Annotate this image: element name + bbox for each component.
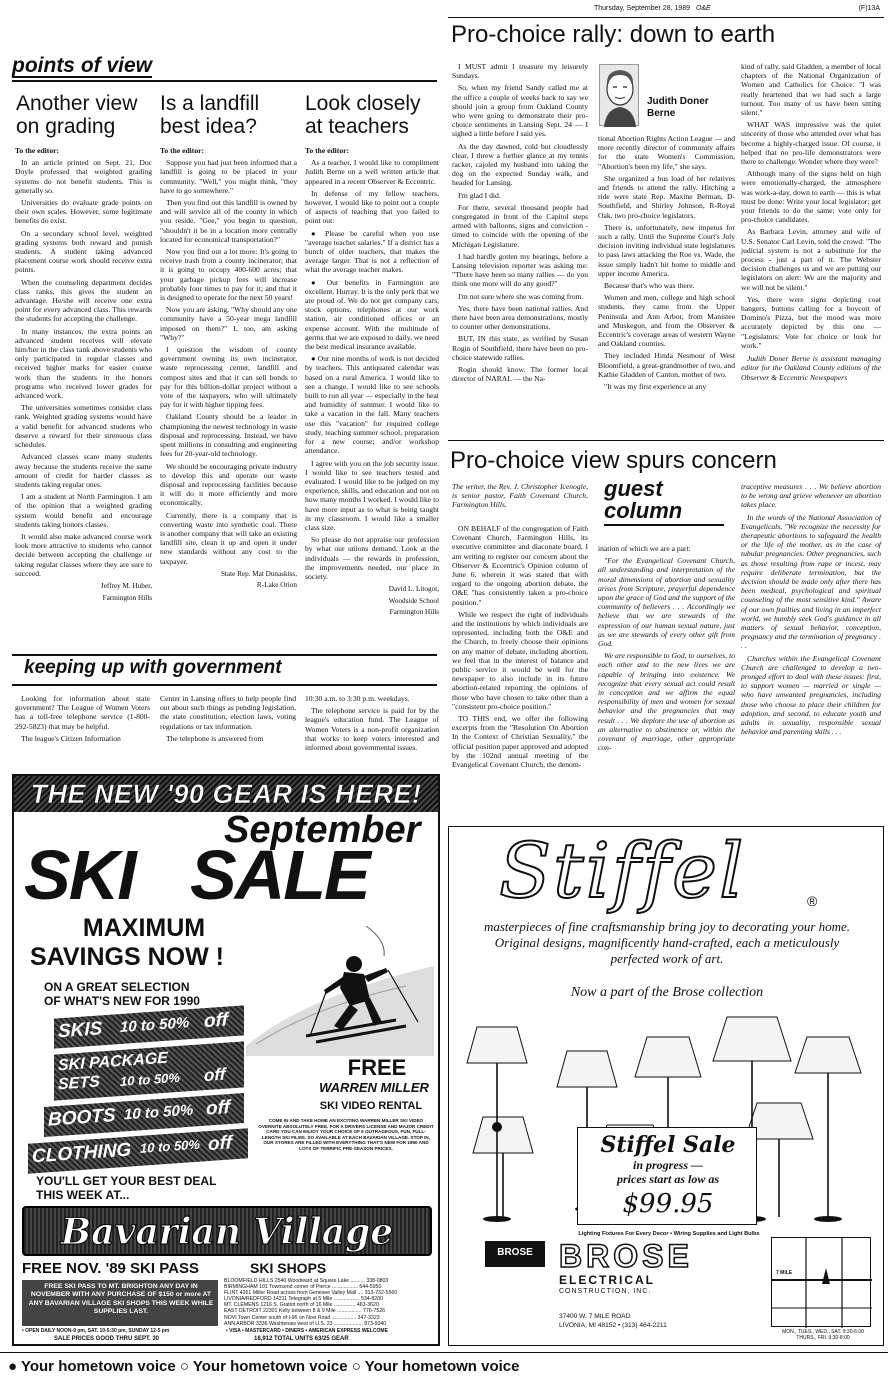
- rally-p: Yes, there have been national rallies. And there have been area demonstrations, mostly to counter other demonstrations.: [452, 303, 588, 332]
- author-name: Judith Doner Berne: [647, 96, 709, 119]
- rally-p: Although many of the signs held on high were emotionally-charged, the atmosphere was work-a-day, down to earth — this is what must be done: Write your local legislator; get your friends to do the same; vote only for pro-choice candidates.: [741, 169, 881, 225]
- dealer-tag: Lighting Fixtures For Every Decor • Wiring Supplies and Light Bulbs: [578, 1231, 760, 1237]
- guest-col3: [741, 482, 881, 818]
- skier-illustration: [246, 926, 434, 1056]
- rally-col3: [741, 62, 881, 406]
- ski-video-rental: SKI VIDEO RENTAL: [319, 1100, 423, 1112]
- stiffel-sale-title: Stiffel Sale: [600, 1132, 736, 1158]
- gov-label-rule: [12, 684, 437, 686]
- deal-off: off: [204, 1064, 226, 1086]
- gov-p: Looking for information about state government? The League of Women Voters has a toll-free telephone service (1-800-292-5823) that may be helpful.: [15, 694, 150, 731]
- shop-line: BLOOMFIELD HILLS 2540 Woodward at Square Lake .......... 338-0803: [224, 1278, 389, 1284]
- letter3-p: I agree with you on the job security issue. I would like to see teachers tested and evaluated. I would like to be judged on my experience, skills, and education and not on how many months I worked. I would like to have more input as to what is being taught in my classroom. I would like a smaller class size.: [305, 458, 439, 532]
- stiffel-price: $99.95: [622, 1189, 714, 1219]
- letter1-p: In an article printed on Sept. 21, Doc Doyle professed that weighted grading systems do not benefit students. This is generally so.: [15, 158, 152, 195]
- bavarian-village-logo: [22, 1206, 432, 1256]
- dealer-name: BROSE: [559, 1238, 693, 1274]
- letter1-p: Advanced classes scare many students away because the students receive the same amount of credit for harder classes as students taking regular ones.: [15, 452, 152, 489]
- guest-label-line1: guest: [604, 476, 663, 501]
- shop-line: EAST DETROIT 22301 Kelly between 8 & 9 Mile ................. 776-7526: [224, 1308, 385, 1315]
- rally-p: tional Abortion Rights Action League — and more recently director of community affairs for the state Women's Commission, "Abortion's been my life," she says.: [598, 134, 735, 171]
- footer-text: Your hometown voice: [364, 1358, 520, 1375]
- deal-package: [54, 1041, 244, 1100]
- stiffel-sale-sub1: in progress —: [632, 1158, 703, 1172]
- rally-p: I MUST admit I treasure my leisurely Sundays.: [452, 62, 588, 81]
- rally-p: For there, several thousand people had congregated in front of the Capitol steps armed with balloons, signs and conviction - timed to coincide with the opening of the Michigan Legislature.: [452, 202, 588, 249]
- ski-shops-title: SKI SHOPS: [250, 1260, 327, 1276]
- rally-p: I'm not sure where she was coming from.: [458, 291, 584, 301]
- letter2-p: Suppose you had just been informed that a landfill is going to be placed in your community. "Well," you might think, "they have to go somewhere.": [160, 158, 297, 195]
- guest-quote: In the words of the National Association of Evangelicals, "We recognize the necessity for therapeutic abortions to safeguard the health or the life of the mother, as in the case of tubular pregnancies. Other pregnancies, such as those resulting from rape or incest, may require deliberate termination, but the decision should be made only after there has been medical, psychological and spiritual counseling of the most sensitive kind." Aware of our own frailties and living in an imperfect world, we humbly seek God's guidance in all matters of sexual behavior, conception, pregnancy and the termination of pregnancy . . .: [741, 512, 881, 651]
- gov-p: The telephone service is paid for by the league's education fund. The League of Women Voters is a non-profit organization that works to keep voters interested and informed about governmental issues.: [305, 706, 439, 753]
- letter1-signature-name: Jeffrey M. Huber,: [100, 581, 152, 590]
- letter1-salutation: To the editor:: [15, 146, 60, 155]
- pass-text: FREE SKI PASS TO MT. BRIGHTON ANY DAY IN NOVEMBER WITH ANY PURCHASE OF $150 or more AT ANY BAVARIAN VILLAGE SKI SHOPS THIS WEEK WHILE SUPPLIES LAST.: [28, 1283, 214, 1316]
- guest-col1: [452, 524, 588, 818]
- ski-cards: • VISA • MASTERCARD • DINERS • AMERICAN EXPRESS WELCOME: [226, 1328, 388, 1334]
- rally-p: I'm glad I did.: [458, 190, 501, 200]
- rally-p: Rogin should know. The former local director of NARAL — the Na-: [452, 365, 588, 384]
- letter2-p: Now you find out a lot more: It's going to receive trash from a county incinerator; that it is going to occupy 400-600 acres; that your garbage pickup fees will increase probably four times to pay for it; and that it is designed to operate for the next 50 years!: [160, 247, 297, 303]
- letter1-p: Universities do evaluate grade points on their own scales. However, some legitimate benefits do exist.: [15, 198, 152, 226]
- stiffel-brand: [499, 826, 819, 915]
- guest-label-line2: column: [604, 498, 683, 523]
- rally-p: WHAT WAS impressive was the quiet sincerity of those who attended over what has become a highly-charged issue. Of course, it helped that no pro-life demonstrators were there to challenge. Wonder where they were?: [741, 120, 881, 167]
- author-photo: [599, 64, 639, 126]
- letter2-p: Oakland County should be a leader in championing the newest technology in waste disposal and reprocessing. Instead, we have spent millions in consulting and engineering fees for 20-year-old technology.: [160, 412, 297, 459]
- letter2-signature-place: R-Lake Orion: [256, 581, 297, 590]
- letter1-p: I am a student at North Farmington. I am of the opinion that a weighted grading system would benefit and encourage students taking honors classes.: [15, 492, 152, 529]
- ski-sale-prices: SALE PRICES GOOD THRU SEPT. 30: [54, 1336, 160, 1342]
- dealer-map: [771, 1237, 871, 1327]
- dealer-address-1: 37400 W. 7 MILE ROAD: [559, 1313, 631, 1320]
- shop-line: MT. CLEMENS 1216 S. Gratiot north of 16 Mile ............... 463-3620: [224, 1302, 379, 1309]
- stiffel-reg: ®: [807, 893, 818, 909]
- ski-selection-1: ON A GREAT SELECTION: [44, 980, 190, 994]
- deal-pct: 10 to 50%: [120, 1069, 180, 1090]
- letter2-salutation: To the editor:: [160, 146, 205, 155]
- masthead-date: Thursday, September 28, 1989: [594, 5, 690, 12]
- shop-line: LIVONIA/REDFORD 14211 Telegraph at 5 Mile .................. 534-8200: [224, 1296, 383, 1303]
- stiffel-sale-box: [577, 1127, 757, 1225]
- shop-line: ANN ARBOR 3336 Washtenaw west of U.S. 23 .................... 973-9340: [224, 1320, 387, 1327]
- guest-p: ination of which we are a part:: [598, 544, 691, 553]
- dealer-hours-1: MON., TUES., WED., SAT. 9:30-6:00: [782, 1329, 864, 1335]
- footer-circle-icon: ○: [351, 1358, 361, 1375]
- letter2-p: Currently, there is a company that is converting waste into synthetic coal. There is another company that will take an existing landfill site, clean it up and open it under new standards without any cost to the taxpayer.: [160, 510, 297, 566]
- dealer-address-2: LIVONIA, MI 48152 • (313) 464-2211: [559, 1322, 667, 1329]
- guest-intro: The writer, the Rev. J. Christopher Icenogle, is senior pastor, Faith Covenant Church, Farmington Hills.: [452, 482, 588, 510]
- deal-item: SKIS: [58, 1018, 103, 1043]
- letter1-p: In many instances, the extra points an advanced student receives will elevate him/her in the class rank above students who only participated in regular classes and received higher marks for easier course work than the students in the honors programs who received lower grades for advanced work.: [15, 326, 152, 401]
- gov-top-rule: [12, 654, 437, 656]
- letter3-p: ● Our nine months of work is not decided by teachers. This antiquated calendar was based on a rural America. I would like to see a change. I would like to see schools built to run all year — especially in the heat and humidity of summer. I would like to take a vacation in the fall. Many teachers use this "vacation" for required college study, teaching summer school, preparation for a new course; and/or workshop attendance.: [305, 354, 439, 456]
- ski-maximum: MAXIMUM: [82, 914, 206, 942]
- letter2-p: We should be encouraging private industry to develop this and operate our waste disposal and reprocessing facilities because it will do it more efficiently and more economically.: [160, 461, 297, 508]
- deal-off: off: [204, 1009, 228, 1033]
- letter1-p: On a secondary school level, weighted grading systems both reward and punish students. A student taking advanced placement course work should receive extra points.: [15, 228, 152, 275]
- dealer-sub1: ELECTRICAL: [559, 1273, 655, 1287]
- points-of-view-label: points of view: [12, 54, 153, 77]
- footer-rule: [0, 1352, 888, 1353]
- free-label: FREE: [347, 1055, 407, 1080]
- warren-miller: WARREN MILLER: [319, 1080, 429, 1095]
- sale-word: SALE: [190, 836, 369, 914]
- guest-p: TO THIS end, we offer the following excerpts from the "Resolution On Abortion In the Context of Christian Sexuality," the official position paper approved and adopted by the 102nd annual meeting of the Evangelical Covenant Church, the denom-: [452, 714, 588, 770]
- rally-col2: [598, 134, 735, 406]
- deal-item: BOOTS: [48, 1104, 116, 1131]
- stiffel-sale-sub2: prices start as low as: [616, 1172, 719, 1186]
- guest-p: ON BEHALF of the congregation of Faith Covenant Church, Farmington Hills, its executive committee and diaconate board, I am writing to register our concern about the Observer & Eccentric's Opinion column of June 6, wherein it was stated that with regard to the ongoing abortion debate, the O&E "has consistently taken a pro-choice position.": [452, 524, 588, 607]
- footer-strip: [8, 1356, 884, 1378]
- rally-headline: Pro-choice rally: down to earth: [451, 21, 776, 48]
- rally-p: BUT, IN this state, as verified by Susan Rogin of Southfield, there have been no pro-choice statewide rallies.: [452, 334, 588, 362]
- dealer-hours-2: THURS., FRI. 9:30-8:00: [796, 1335, 850, 1341]
- letter2-body: [160, 146, 297, 590]
- ski-selection-2: OF WHAT'S NEW FOR 1990: [44, 994, 200, 1008]
- masthead: [594, 5, 884, 17]
- letter1-headline: Another view on grading: [16, 92, 138, 138]
- masthead-page: (F)13A: [858, 5, 880, 12]
- rally-p: She organized a bus load of her relatives and friends to attend the rally. Hitching a ride were state Rep. Maxine Berman, D-Southfield, and Shirley Johnson, R-Royal Oak, two pro-choice legislators.: [598, 173, 735, 220]
- letter3-salutation: To the editor:: [305, 146, 350, 155]
- rally-p: They included Hinda Nesmour of West Bloomfield, a great-grandmother of two, and Kathie Gladden of Canton, mother of two.: [598, 351, 735, 379]
- shops-list: [224, 1278, 434, 1328]
- deal-item: CLOTHING: [32, 1139, 132, 1168]
- shop-line: BIRMINGHAM 101 Townsend corner of Pierce .................. 644-5950: [224, 1284, 382, 1291]
- letter1-p: When the counseling department decides class ranks, this gives the student an advantage. He/she will receive one extra point for every advanced class. This rewards the students for accepting the challenge.: [15, 277, 152, 324]
- letter3-headline: Look closely at teachers: [305, 92, 421, 138]
- pass-box: [22, 1280, 218, 1326]
- letter2-headline: Is a landfill best idea?: [160, 92, 260, 138]
- rally-p: kind of rally, said Gladden, a member of local chapters of the National Organization of Women and Catholics for Choice. "I was really heartened that we had such a large turnout. Too many of us have been sitting silent.": [741, 62, 881, 118]
- rally-p: As Barbara Levin, attorney and wife of U.S. Senator Carl Levin, told the crowd: "The judicial system is not a substitute for the process - just a part of it. The Webster decision challenges us and we are putting our legislators on alert: We are the majority and we will not be silent.": [741, 227, 881, 292]
- ski-september: September: [224, 809, 421, 851]
- free-pass: FREE NOV. '89 SKI PASS: [22, 1260, 199, 1277]
- ski-savings: SAVINGS NOW !: [30, 943, 224, 971]
- rally-p: I had hardly gotten my bearings, before a Lansing television reporter was asking me: "There have been so many rallies — do you think one more will do any good?": [452, 251, 588, 289]
- brose-mini: BROSE: [497, 1247, 533, 1258]
- masthead-rule: [448, 17, 884, 18]
- best-deal-2: THIS WEEK AT...: [36, 1188, 130, 1202]
- guest-label-rule: [604, 524, 724, 526]
- letter2-p: I question the wisdom of county government owning its own incinerator, waste reprocessing center, landfill and compost sites and that it can sell bonds to pay for this billion-dollar project without a vote of the taxpayers, who will ultimately pay for it with higher tipping fees.: [160, 345, 297, 410]
- dealer-sub2: CONSTRUCTION, INC.: [559, 1288, 652, 1295]
- footer-text: Your hometown voice: [192, 1358, 348, 1375]
- shop-line: NOVI Town Center south of I-96 on Novi Road ................. 347-3323: [224, 1314, 380, 1321]
- ski-banner: THE NEW '90 GEAR IS HERE!: [14, 776, 438, 812]
- letter1-p: It would also make advanced course work look more attractive to students who cannot decide between accepting the challenge or taking regular classes where they are sure to succeed.: [15, 531, 152, 578]
- gov-p: The telephone is answered from: [166, 733, 264, 743]
- guest-quote: "For the Evangelical Covenant Church, all understanding and interpretation of the moral dimensions of abortion and sexuality arises from Scripture, prayerful dependence upon the grace of God and the support of the community of believers . . . Accordingly we believe that we are stewards of the expression of our human sexual nature, just as we are stewards of every other gift from God.: [598, 556, 735, 649]
- rally-p: Women and men, college and high school students, they came from the Upper Peninsula and Ann Arbor, from Manistee and Muskegon, and from the Observer & Eccentric's coverage areas of western Wayne and Oakland counties.: [598, 293, 735, 349]
- guest-column-label: [604, 478, 734, 538]
- footer-circle-icon: ○: [179, 1358, 189, 1375]
- rally-p: So, when my friend Sandy called me at the office a couple of weeks back to say we should join a group from Oakland County who were going to demonstrate their pro-choice sentiments in Lansing Sept. 24 — I sighed a little before I said yes.: [452, 83, 588, 139]
- footer-circle-icon: ●: [8, 1358, 18, 1375]
- rally-bottom-rule: [448, 440, 884, 441]
- stiffel-wordmark: Stiffel: [499, 826, 746, 915]
- deal-pct: 10 to 50%: [120, 1014, 190, 1037]
- letter3-p: So please do not appraise our profession by what our unions demand. Look at the individuals — the rewards in profession, the improvements needed, our place in society.: [305, 535, 439, 581]
- letter3-p: In defense of my fellow teachers, however, I would like to point out a couple of aspects of teaching that you failed to point out:: [305, 188, 439, 226]
- pov-top-rule: [12, 80, 437, 82]
- rally-p: Because that's who was there.: [604, 281, 695, 291]
- ski-word: SKI: [24, 836, 135, 914]
- ski-total: 18,912 TOTAL UNITS 63/25 GEAR: [254, 1336, 349, 1342]
- gov-col1: [15, 694, 150, 768]
- ski-hours: • OPEN DAILY NOON-9 pm, SAT. 10-5:30 pm, SUNDAY 12-5 pm: [22, 1328, 170, 1334]
- rally-tagline: Judith Doner Berne is assistant managing editor for the Oakland County editions of the Observer & Eccentric Newspapers: [741, 354, 881, 382]
- gov-p: 10:30 a.m. to 3:30 p.m. weekdays.: [305, 694, 410, 703]
- gov-col3: [305, 694, 439, 768]
- masthead-paper: O&E: [695, 5, 711, 12]
- deal-skis: [54, 1005, 244, 1048]
- letter2-p: Then you find out this landfill is owned by and will service all of the county in which you reside. "Gee," you begin to question, "shouldn't it be in a location more centrally located for economical transportation?": [160, 198, 297, 244]
- letter1-p: The universities sometimes consider class rank. Weighted grading systems would have a valid benefit for advanced students who deserve a reward for their strenuous class schedules.: [15, 403, 152, 450]
- letter1-body: [15, 146, 152, 602]
- letter3-signature-name: David L. Litogot,: [388, 585, 439, 594]
- letter3-p: ● Please be careful when you use "average teacher salaries." If a district has a bunch of older teachers, that makes the average larger. That is not a reflection of what the average teacher makes.: [305, 228, 439, 275]
- gov-p: The league's Citizen Information: [21, 733, 121, 743]
- shop-line: FLINT 4261 Miller Road across from Genesee Valley Mall .... 313-732-5560: [224, 1290, 398, 1297]
- video-text: COME IN AND TAKE HOME AN EXCITING WARREN MILLER SKI VIDEO OVERNITE ABSOLUTELY FREE. FOR A DRIVERS LICENSE AND MAJOR CREDIT CARD YOU CAN ENJOY YOUR CHOICE OF 6 OUTRAGEOUS, FUN, FULL-LENGTH SKI FILMS. SO AVAILABLE AT EACH BAVARIAN VILLAGE. STOP IN, OUR STORES ARE FILLED WITH EVERYTHING THAT'S NEW FOR 1990 AND LOTS OF TERRIFIC PRE-SEASON PRICES.: [258, 1118, 434, 1151]
- ski-ad: [12, 774, 440, 1346]
- stiffel-copy: masterpieces of fine craftsmanship bring joy to decorating your home. Original designs, magnificently hand-crafted, each a meticulously perfected work of art.: [483, 919, 851, 966]
- guest-headline: Pro-choice view spurs concern: [450, 447, 777, 474]
- letter3-body: [305, 146, 439, 617]
- letter3-signature-school: Woodside School: [388, 596, 439, 605]
- letter3-signature-place: Farmington Hills: [389, 608, 439, 617]
- rally-p: As the day dawned, cold but cloudlessly clear, I threw a further glance at my tennis racket, cajoled my husband into taking the dog on the expected Sunday walk, and headed for Lansing.: [452, 141, 588, 188]
- deal-pct: 10 to 50%: [140, 1136, 200, 1156]
- deal-item: SKI PACKAGE SETS: [58, 1049, 168, 1094]
- letter3-p: ● Our benefits in Farmington are excellent. Hurray. It is the only perk that we are proud of. We do not get company cars, stock options, telephones at our work station, air conditioned offices or an expense account. With the multitude of germs that we are exposed to daily, we need the best medical insurance available.: [305, 277, 439, 352]
- deal-pct: 10 to 50%: [124, 1101, 194, 1124]
- store-name: Bavarian Village: [60, 1211, 394, 1253]
- letter2-signature-name: State Rep. Mat Dunaskiss,: [220, 569, 297, 578]
- best-deal-1: YOU'LL GET YOUR BEST DEAL: [36, 1174, 217, 1188]
- letter3-p: As a teacher, I would like to compliment Judith Berne on a well written article that appeared in a recent Observer & Eccentric.: [305, 158, 439, 186]
- rally-p: Yes, there were signs depicting coat hangers, buttons calling for a boycott of Domino's Pizza, but the mood was more accurately depicted by this one — "Legislators: Vote for choice or look for work.": [741, 294, 881, 350]
- guest-p: While we respect the right of individuals and the institutions by which individuals are represented, including both the O&E and the Church, to freely choose their opinions on any matter of debate, including abortion, we feel that in the interest of balance and public service it would be well for the newspaper to also include in its future abortion-related reporting the opinions of those who have chosen to take other than a "consistent pro-choice position.": [452, 609, 588, 711]
- gov-p: Center in Lansing offers to help people find out about such things as pending legislation, the state constitution, election laws, voting regulations or tax information.: [160, 694, 296, 731]
- map-label: 7 MILE: [776, 1270, 793, 1276]
- brose-logo: [485, 1241, 545, 1267]
- guest-quote: traceptive measures . . . We believe abortion to be wrong and grieve whenever an abortion takes place.: [741, 482, 881, 510]
- deal-off: off: [208, 1132, 232, 1156]
- guest-quote: We are responsible to God, to ourselves, to each other and to the new lives we are capable of bringing into existence. We recognize that every sexual act could result in conception and we affirm the equal responsibility of men and women for sexual behavior and the pregnancies that may result . . . We deplore the use of abortion as an alternative to abstinence or, within the covenant of marriage, other appropriate con-: [598, 651, 735, 753]
- guest-quote: Churches within the Evangelical Covenant Church are challenged to develop a two-pronged effort to deal with these issues: first, to support women — married or single — who have unwanted pregnancies, including those who choose to place their children for adoption, and second, to educate youth and adults in sexuality, responsible sexual behavior and parenting skills . . .: [741, 653, 881, 737]
- gov-col2: [160, 694, 296, 768]
- footer-text: Your hometown voice: [20, 1358, 176, 1375]
- letter1-signature-place: Farmington Hills: [102, 593, 152, 602]
- deal-off: off: [206, 1096, 230, 1120]
- rally-col1: [452, 62, 588, 406]
- rally-p: There is, unfortunately, new impetus for such a rally. Until the Supreme Court's July decision inviting individual state legislatures to pass laws attacking the Roe vs. Wade, the issue simply hadn't hit home to middle and upper income America.: [598, 222, 735, 278]
- stiffel-ad: [448, 826, 884, 1346]
- government-label: keeping up with government: [24, 657, 282, 678]
- stiffel-brose-line: Now a part of the Brose collection: [570, 985, 764, 1000]
- rally-p: "It was my first experience at any: [604, 382, 707, 392]
- letter2-p: Now you are asking, "Why should any one community have a 50-year mega landfill imposed on them?" I, too, am asking "Why?": [160, 305, 297, 342]
- guest-col2: [598, 544, 735, 818]
